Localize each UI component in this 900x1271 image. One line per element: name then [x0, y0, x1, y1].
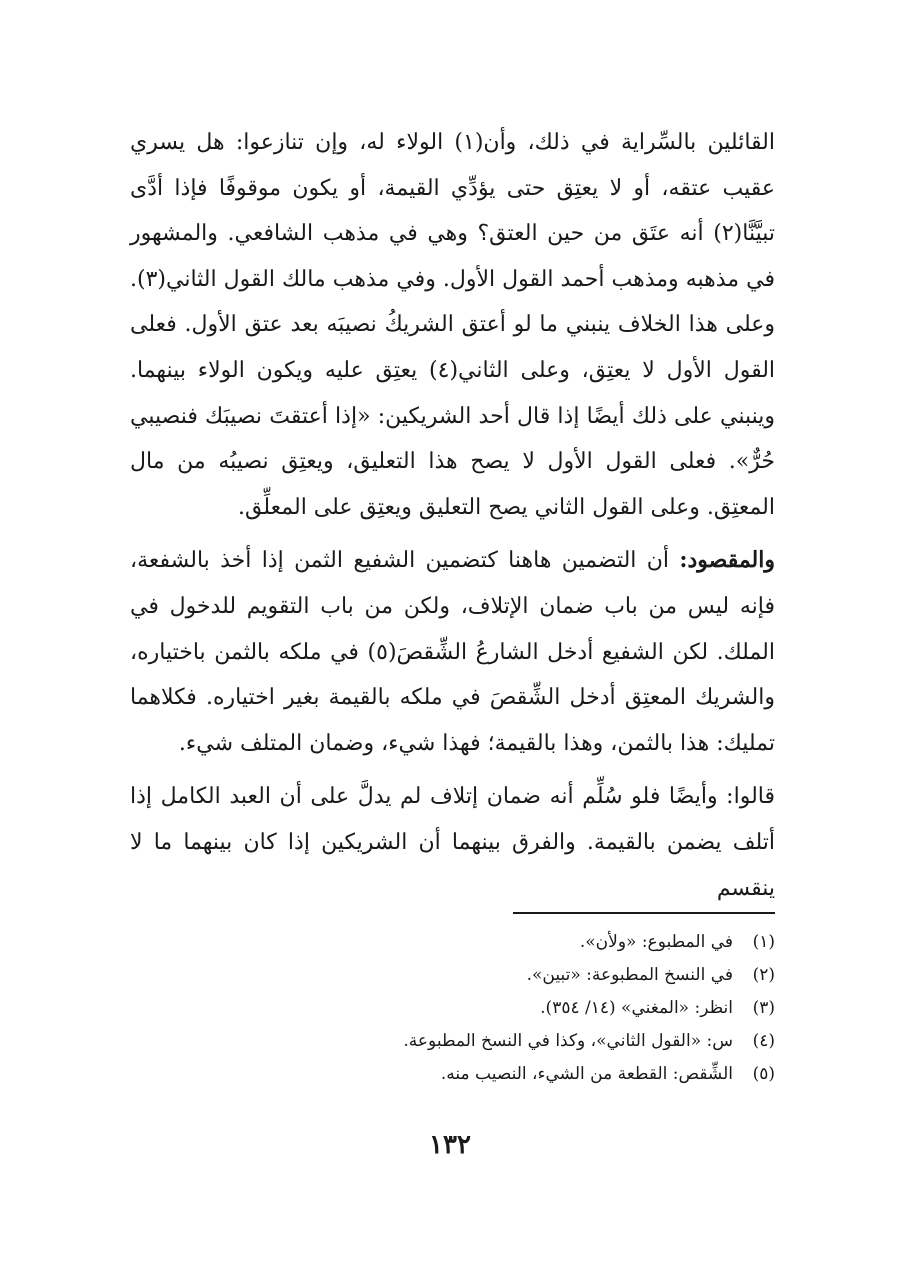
paragraph-2 [130, 538, 775, 766]
footnote-number: (٤) [752, 1031, 775, 1051]
paragraph-2-lead: والمقصود: [679, 547, 775, 574]
footnote-5 [255, 1058, 775, 1091]
footnote-text: س: «القول الثاني»، وكذا في النسخ المطبوعة. [403, 1031, 733, 1051]
footnote-3 [255, 992, 775, 1025]
footnote-text: انظر: «المغني» (١٤/ ٣٥٤). [540, 998, 733, 1018]
footnote-2 [255, 959, 775, 992]
footnote-text: في النسخ المطبوعة: «تبين». [526, 965, 733, 985]
footnotes [255, 926, 775, 1091]
footnote-text: في المطبوع: «ولأن». [579, 932, 733, 952]
footnote-number: (٣) [752, 998, 775, 1018]
footnote-number: (١) [752, 932, 775, 952]
main-text [130, 120, 775, 911]
footnote-number: (٢) [752, 965, 775, 985]
footnote-1 [255, 926, 775, 959]
paragraph-2-text: أن التضمين هاهنا كتضمين الشفيع الثمن إذا أخذ بالشفعة، فإنه ليس من باب ضمان الإتلاف، ولكن من باب التقويم للدخول في الملك. لكن الشفيع أدخل الشارعُ الشِّقصَ(٥) في ملكه بالثمن باختياره، والشريك المعتِق أدخل الشِّقصَ في ملكه بالقيمة بغير اختياره. فكلاهما تمليك: هذا بالثمن، وهذا بالقيمة؛ فهذا شيء، وضمان المتلف شيء. [130, 548, 775, 756]
footnote-number: (٥) [752, 1064, 775, 1084]
footnote-separator [513, 912, 775, 914]
paragraph-1: القائلين بالسِّراية في ذلك، وأن(١) الولاء له، وإن تنازعوا: هل يسري عقيب عتقه، أو لا يعتِق حتى يؤدِّي القيمة، أو يكون موقوفًا فإذا أدَّى تبيَّنَّا(٢) أنه عتَق من حين العتق؟ وهي في مذهب الشافعي. والمشهور في مذهبه ومذهب أحمد القول الأول. وفي مذهب مالك القول الثاني(٣). وعلى هذا الخلاف ينبني ما لو أعتق الشريكُ نصيبَه بعد عتق الأول. فعلى القول الأول لا يعتِق، وعلى الثاني(٤) يعتِق عليه ويكون الولاء بينهما. وينبني على ذلك أيضًا إذا قال أحد الشريكين: «إذا أعتقتَ نصيبَك فنصيبي حُرٌّ». فعلى القول الأول لا يصح هذا التعليق، ويعتِق نصيبُه من مال المعتِق. وعلى القول الثاني يصح التعليق ويعتِق على المعلِّق. [130, 130, 776, 520]
footnote-4 [255, 1025, 775, 1058]
page-number: ١٣٢ [429, 1130, 471, 1160]
paragraph-3: قالوا: وأيضًا فلو سُلِّم أنه ضمان إتلاف لم يدلَّ على أن العبد الكامل إذا أتلف يضمن بالقيمة. والفرق بينهما أن الشريكين إذا كان بينهما ما لا ينقسم [130, 784, 775, 901]
footnote-text: الشِّقص: القطعة من الشيء، النصيب منه. [440, 1064, 733, 1084]
